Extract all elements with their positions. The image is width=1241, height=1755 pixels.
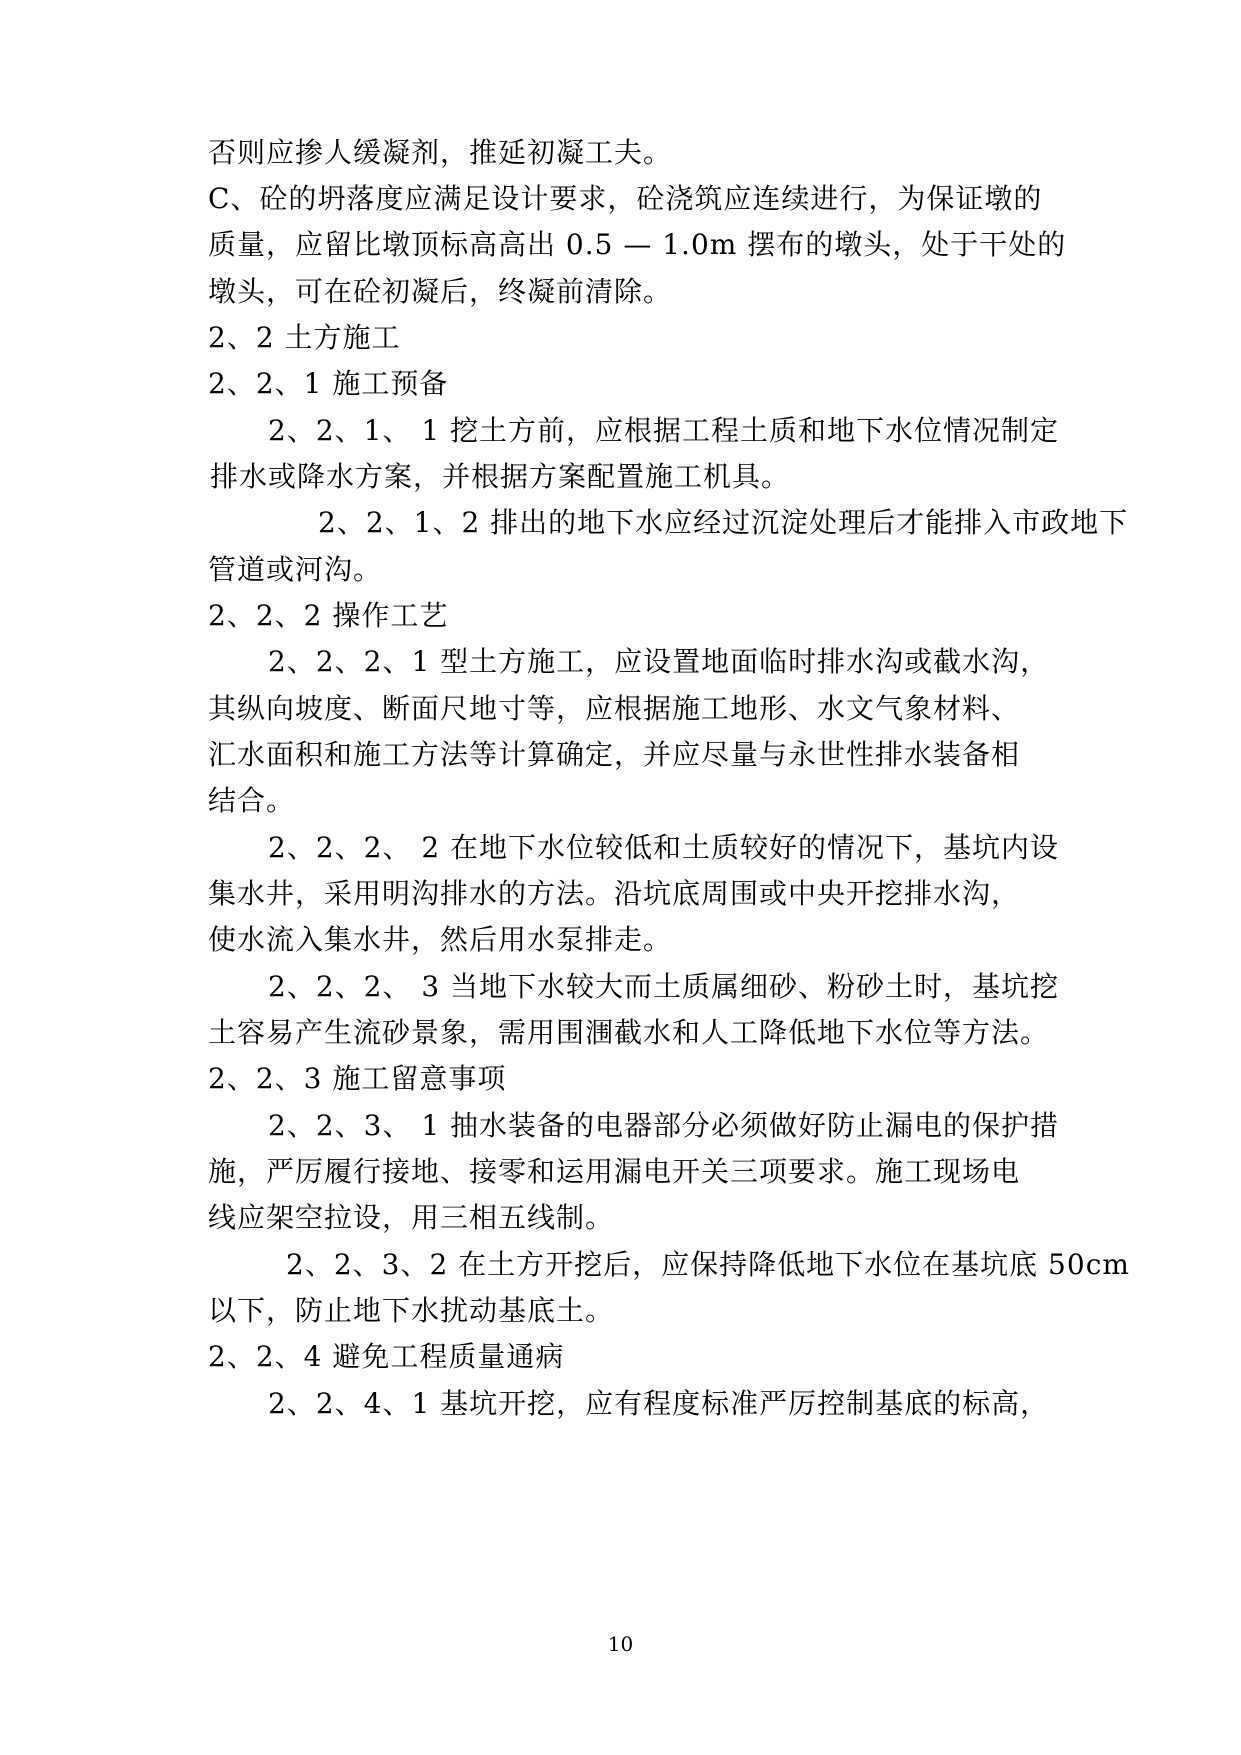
text-line: 2、2、3、2 在土方开挖后，应保持降低地下水位在基坑底 50cm: [286, 1248, 1130, 1281]
subsection-heading: 2、2、2 操作工艺: [208, 599, 449, 632]
subsection-heading: 2、2、3 施工留意事项: [208, 1062, 507, 1095]
text-line: C、砼的坍落度应满足设计要求，砼浇筑应连续进行，为保证墩的: [208, 182, 1043, 215]
text-line: 质量，应留比墩顶标高高出 0.5 — 1.0m 摆布的墩头，处于干处的: [208, 228, 1067, 261]
text-line: 汇水面积和施工方法等计算确定，并应尽量与永世性排水装备相: [208, 738, 1021, 771]
subsection-heading: 2、2、1 施工预备: [208, 367, 449, 400]
text-line: 2、2、2、 3 当地下水较大而土质属细砂、粉砂土时，基坑挖: [268, 970, 1060, 1003]
text-line: 2、2、2、1 型土方施工，应设置地面临时排水沟或截水沟，: [268, 645, 1050, 678]
text-line: 2、2、1、 1 挖土方前，应根据工程土质和地下水位情况制定: [268, 414, 1060, 447]
page-number: 10: [607, 1632, 634, 1656]
text-line: 以下，防止地下水扰动基底土。: [208, 1294, 615, 1327]
text-line: 结合。: [208, 784, 296, 817]
text-line: 线应架空拉设，用三相五线制。: [208, 1201, 615, 1234]
text-line: 施，严厉履行接地、接零和运用漏电开关三项要求。施工现场电: [208, 1155, 1021, 1188]
text-line: 集水井，采用明沟排水的方法。沿坑底周围或中央开挖排水沟，: [208, 877, 1021, 910]
text-line: 否则应掺人缓凝剂，推延初凝工夫。: [208, 136, 673, 169]
text-line: 2、2、1、2 排出的地下水应经过沉淀处理后才能排入市政地下: [318, 506, 1129, 539]
text-line: 土容易产生流砂景象，需用围涠截水和人工降低地下水位等方法。: [208, 1016, 1050, 1049]
text-line: 管道或河沟。: [208, 553, 383, 586]
text-line: 排水或降水方案，并根据方案配置施工机具。: [210, 460, 791, 493]
text-line: 墩头，可在砼初凝后，终凝前清除。: [208, 275, 673, 308]
text-line: 其纵向坡度、断面尺地寸等，应根据施工地形、水文气象材料、: [208, 692, 1021, 725]
text-line: 2、2、3、 1 抽水装备的电器部分必须做好防止漏电的保护措: [268, 1109, 1060, 1142]
text-line: 2、2、2、 2 在地下水位较低和土质较好的情况下，基坑内设: [268, 831, 1060, 864]
text-line: 2、2、4、1 基坑开挖，应有程度标准严厉控制基底的标高，: [268, 1387, 1050, 1420]
subsection-heading: 2、2、4 避免工程质量通病: [208, 1340, 565, 1373]
section-heading: 2、2 土方施工: [208, 321, 401, 354]
text-line: 使水流入集水井，然后用水泵排走。: [208, 923, 673, 956]
